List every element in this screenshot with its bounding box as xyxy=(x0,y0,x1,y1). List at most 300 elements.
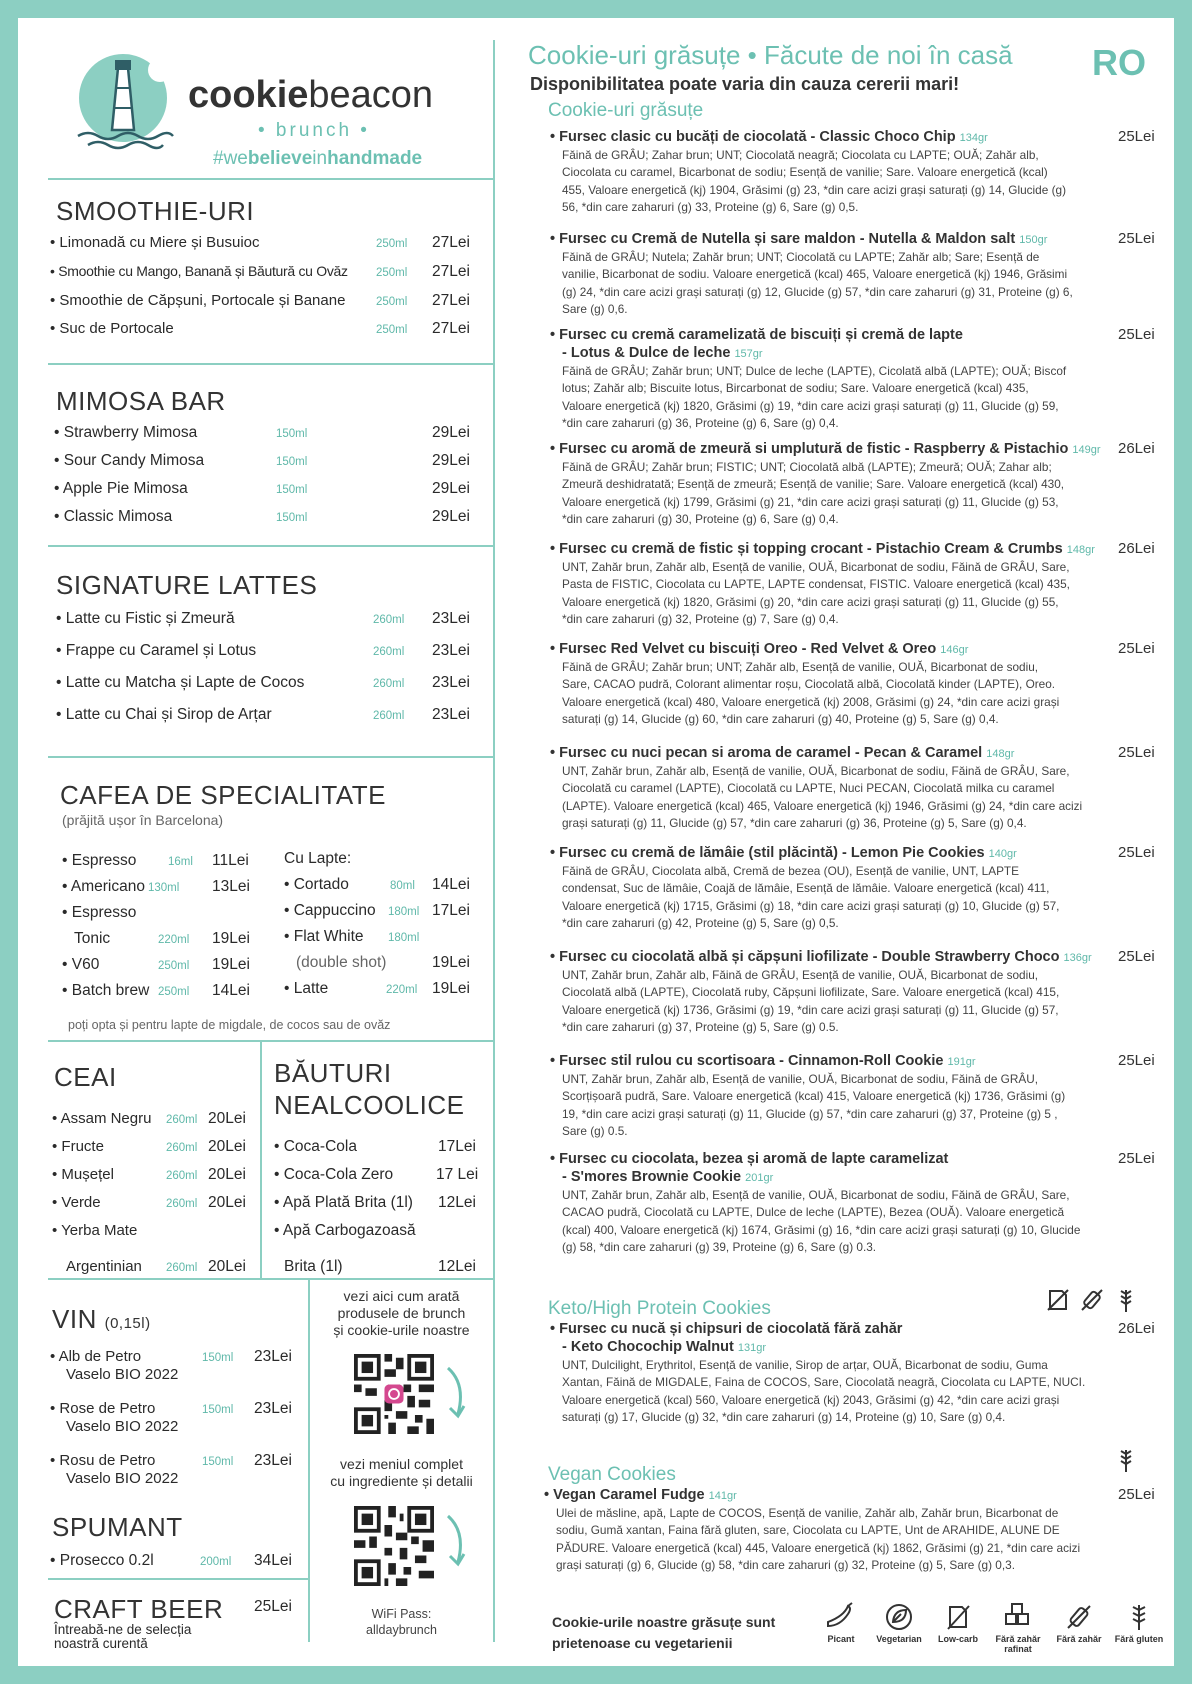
keto-cookie xyxy=(550,1320,1120,1426)
menu-item-volume: 260ml xyxy=(373,678,405,690)
gluten-free-icon xyxy=(1112,1286,1140,1314)
cookie-ingredients xyxy=(550,459,1120,528)
cafea-right-head: Cu Lapte: xyxy=(284,850,352,867)
menu-item-volume: 150ml xyxy=(276,484,308,496)
cookie-ingredients xyxy=(550,147,1120,216)
menu-item-name: • Cappuccino xyxy=(284,902,376,919)
menu-item-volume: 260ml xyxy=(166,1198,198,1210)
cookie-name xyxy=(550,128,1120,147)
menu-item-name: • Coca-Cola Zero xyxy=(274,1166,394,1183)
cookie-ingredients xyxy=(550,1071,1120,1140)
menu-item-name: • Latte cu Matcha și Lapte de Cocos xyxy=(56,674,305,691)
cookie-name-text: • Vegan Caramel Fudge xyxy=(544,1487,705,1503)
menu-item-price: 23Lei xyxy=(432,706,470,723)
no-refined-sugar-icon xyxy=(1001,1602,1035,1632)
ingredient-line: Valoare energetică (kj) 1820, Grăsimi (g) 19, *din care acizi grași saturați (g) 11, Glucide (g) 59, xyxy=(562,398,1059,413)
menu-item-name: • Rose de Petro xyxy=(50,1400,156,1417)
menu-item-volume: 260ml xyxy=(373,614,405,626)
cookie-item xyxy=(550,744,1120,832)
ingredient-line: Făină de GRÂU; Zahăr brun; UNT; Zahăr alb, Esență de vanilie, OUĂ, Bicarbonat de sodiu, xyxy=(562,660,1039,674)
cookie-price: 25Lei xyxy=(1118,230,1155,247)
menu-item-price: 23Lei xyxy=(432,610,470,627)
menu-item-name: • Assam Negru xyxy=(52,1110,152,1127)
ingredient-line: saturați (g) 14, Glucide (g) 60, *din care zaharuri (g) 40, Proteine (g) 5, Sare (g) 0,4. xyxy=(562,711,999,726)
menu-item-price: 27Lei xyxy=(432,320,470,337)
menu-item-name: • Fructe xyxy=(52,1138,104,1155)
ingredient-line: *din care zaharuri (g) 32, Proteine (g) 7, Sare (g) 0,4. xyxy=(562,611,839,626)
ingredient-line: Făină de GRÂU; Zahăr brun; FISTIC; UNT; Ciocolată albă (LAPTE); Zmeură; OUĂ; Zahar alb; xyxy=(562,460,1052,474)
tagline-part: in xyxy=(312,148,328,169)
cookie-name xyxy=(550,948,1120,967)
cookie-weight: 148gr xyxy=(1066,544,1095,556)
qr-caption-line: produsele de brunch xyxy=(337,1305,466,1321)
cookie-ingredients xyxy=(550,249,1120,318)
lighthouse-icon xyxy=(68,48,178,158)
ingredient-line: (g) 24, *din care acizi grași saturați (g) 12, Glucide (g) 57, *din care zaharuri (g) 31, Proteine (g) 6, xyxy=(562,284,1073,299)
menu-item-price: 17Lei xyxy=(432,902,470,919)
ingredient-line: lotus; Zahăr alb; Biscuite lotus, Bircarbonat de sodiu; Sare. Valoare energetică (kcal) 435, xyxy=(562,381,1029,396)
ingredient-line: *din care zaharuri (g) 42, Proteine (g) 5, Sare (g) 0,5. xyxy=(562,915,839,930)
menu-item-volume: 180ml xyxy=(388,906,420,918)
cookie-name-text: - Keto Chocochip Walnut xyxy=(562,1339,734,1355)
legend-label: Picant xyxy=(827,1634,855,1644)
cookie-ingredients xyxy=(550,659,1120,728)
ingredient-line: Făină de GRÂU; Nutela; Zahăr brun; UNT; Ciocolată cu LAPTE; Zahăr alb; Sare; Esență de xyxy=(562,250,1040,264)
menu-item-volume: 150ml xyxy=(276,512,308,524)
cookie-name-text: • Fursec cu aromă de zmeură si umplutură de fistic - Raspberry & Pistachio xyxy=(550,441,1069,457)
qr-bottom-caption xyxy=(310,1456,493,1490)
menu-item-name: • V60 xyxy=(62,956,100,973)
logo xyxy=(68,48,468,178)
qr-caption-line: vezi aici cum arată xyxy=(343,1288,460,1304)
menu-item-name: • Smoothie de Căpșuni, Portocale și Banane xyxy=(50,292,346,309)
cookie-name xyxy=(550,440,1120,459)
cookie-price: 25Lei xyxy=(1118,128,1155,145)
menu-item-price: 27Lei xyxy=(432,263,470,280)
ingredient-line: Zmeură deshidratată; Esență de zmeură; Esență de vanilie; Sare. Valoare energetică (kcal) 430, xyxy=(562,477,1065,492)
menu-item-price: 17Lei xyxy=(438,1138,476,1155)
menu-item-price: 19Lei xyxy=(212,930,250,947)
cookie-name-2 xyxy=(550,1168,1120,1187)
tagline-part: believe xyxy=(247,148,313,169)
ingredient-line: grași saturați (g) 11, Glucide (g) 57, *din care zaharuri (g) 36, Proteine (g) 5, Sare (g) 0,4. xyxy=(562,815,1027,830)
cookie-item xyxy=(550,1052,1120,1140)
menu-item-price: 23Lei xyxy=(432,674,470,691)
menu-item-volume: 220ml xyxy=(386,984,418,996)
cafea-note: poți opta și pentru lapte de migdale, de cocos sau de ovăz xyxy=(68,1018,391,1032)
cookie-item xyxy=(550,540,1120,628)
low-carb-icon xyxy=(943,1602,973,1632)
menu-item-price: 12Lei xyxy=(438,1258,476,1275)
ingredient-line: (kcal) 400, Valoare energetică (kj) 1674, Grăsimi (g) 16, *din care acizi grași saturați (g) 10, Glucide xyxy=(562,1222,1081,1237)
wifi-password: alldaybrunch xyxy=(366,1623,437,1637)
menu-item-name: • Smoothie cu Mango, Banană și Băutură cu Ovăz xyxy=(50,263,348,279)
ingredient-line: Xantan, Făină de MIGDALE, Faina de COCOS, Sare, Ciocolată neagră, Ciocolata cu LAPTE, NUCI. xyxy=(562,1375,1086,1390)
menu-item-price: 19Lei xyxy=(212,956,250,973)
footer-note xyxy=(552,1612,775,1654)
page-title: Cookie-uri grăsuțe • Făcute de noi în casă xyxy=(528,40,1013,70)
ingredient-line: saturați (g) 17, Glucide (g) 32, *din care zaharuri (g) 14, Proteine (g) 10, Sare (g) 0,4. xyxy=(562,1409,1006,1424)
no-sugar-icon xyxy=(1064,1602,1094,1632)
ingredient-line: 19, *din care acizi grași saturați (g) 11, Glucide (g) 57, *din care zaharuri (g) 37, Proteine (g) 5 , xyxy=(562,1106,1058,1121)
cookie-name-text: • Fursec cu ciocolată albă și căpșuni liofilizate - Double Strawberry Choco xyxy=(550,949,1060,965)
menu-item-name: • Yerba Mate xyxy=(52,1222,138,1239)
cookie-ingredients xyxy=(544,1505,1114,1574)
cookie-weight: 146gr xyxy=(940,644,969,656)
menu-item-name: • Mușețel xyxy=(52,1166,114,1183)
menu-item-price: 29Lei xyxy=(432,452,470,469)
cookie-ingredients xyxy=(550,967,1120,1036)
category-keto: Keto/High Protein Cookies xyxy=(548,1298,771,1319)
menu-item-volume: 260ml xyxy=(373,646,405,658)
menu-item-volume: 150ml xyxy=(202,1456,234,1468)
cookie-ingredients xyxy=(550,363,1120,432)
ingredient-line: Ciocolata cu caramel, Bicarbonat de sodiu; Esență de vanilie; Sare. Valoare energetică (kcal) xyxy=(562,165,1048,180)
ingredient-line: condensat, Suc de lămâie, Coajă de lămâie, Esență de lămâie. Valoare energetică (kcal) 411, xyxy=(562,881,1050,896)
beer-sub: Întreabă-ne de selecția xyxy=(54,1622,192,1637)
cookie-ingredients xyxy=(550,763,1120,832)
smoothie-title: SMOOTHIE-URI xyxy=(56,196,255,226)
legend-label: Fără zahăr rafinat xyxy=(995,1634,1041,1654)
menu-item-volume: 130ml xyxy=(148,882,180,894)
menu-item-name: • Americano xyxy=(62,878,145,895)
cookie-name-text: - Lotus & Dulce de leche xyxy=(562,345,731,361)
cookie-item xyxy=(550,1150,1120,1256)
cookie-weight: 131gr xyxy=(737,1342,767,1354)
cookie-weight: 141gr xyxy=(708,1490,737,1502)
ingredient-line: Ciocolată albă (LAPTE), Ciocolată ruby, Căpșuni liofilizate, Sare. Valoare energetică (kcal) 415, xyxy=(562,985,1060,1000)
bauturi-title-2: NEALCOOLICE xyxy=(274,1090,465,1120)
menu-item-price: 23Lei xyxy=(254,1348,292,1365)
ingredient-line: (LAPTE). Valoare energetică (kcal) 465, Valoare energetică (kj) 1946, Grăsimi (g) 24, *din care acizi xyxy=(562,798,1083,813)
ingredient-line: *din care zaharuri (g) 30, Proteine (g) 6, Sare (g) 0,4. xyxy=(562,511,839,526)
menu-item-name: • Espresso xyxy=(62,904,137,921)
low-carb-icon xyxy=(1044,1286,1072,1314)
divider xyxy=(48,756,493,758)
menu-item-volume: 150ml xyxy=(202,1404,234,1416)
qr-code-menu[interactable] xyxy=(354,1506,434,1586)
ingredient-line: UNT, Zahăr brun, Zahăr alb, Esență de vanilie, OUĂ, Bicarbonat de sodiu, Făină de GRÂU, Sare, xyxy=(562,1188,1070,1202)
menu-item-volume: 180ml xyxy=(388,932,420,944)
cookie-item xyxy=(550,440,1120,528)
ingredient-line: CACAO pudră, Ciocolată cu LAPTE, Dulce de leche (LAPTE), Bezea (OUĂ). Valoare energetică xyxy=(562,1205,1065,1220)
legend-label: Fără zahăr xyxy=(1056,1634,1102,1644)
menu-item-price: 17 Lei xyxy=(436,1166,479,1183)
menu-item-volume: 260ml xyxy=(166,1170,198,1182)
cookie-weight: 150gr xyxy=(1019,234,1048,246)
menu-item-name: • Classic Mimosa xyxy=(54,508,173,525)
cookie-price: 25Lei xyxy=(1118,1150,1155,1167)
menu-item-price: 19Lei xyxy=(432,980,470,997)
menu-item-volume: 150ml xyxy=(202,1352,234,1364)
menu-item-name: Vaselo BIO 2022 xyxy=(66,1418,179,1435)
cookie-name-text: • Fursec cu nuci pecan si aroma de caramel - Pecan & Caramel xyxy=(550,745,983,761)
cookie-weight: 201gr xyxy=(745,1172,774,1184)
menu-item-price: 20Lei xyxy=(208,1166,246,1183)
cookie-weight: 148gr xyxy=(986,748,1015,760)
menu-item-name: Argentinian xyxy=(66,1258,142,1275)
menu-item-name: Vaselo BIO 2022 xyxy=(66,1470,179,1487)
cookie-ingredients xyxy=(550,559,1120,628)
vin-title-sub: (0,15l) xyxy=(104,1315,151,1332)
menu-item-price: 12Lei xyxy=(438,1194,476,1211)
cookie-ingredients xyxy=(550,863,1120,932)
category-vegan: Vegan Cookies xyxy=(548,1464,676,1485)
ingredient-line: (g) 58, *din care zaharuri (g) 39, Proteine (g) 6, Sare (g) 0.3. xyxy=(562,1239,877,1254)
cookie-name xyxy=(550,540,1120,559)
menu-page xyxy=(18,18,1174,1666)
menu-item-name: (double shot) xyxy=(296,954,387,971)
no-sugar-icon xyxy=(1078,1286,1106,1314)
menu-item-name: • Espresso xyxy=(62,852,137,869)
cookie-price: 25Lei xyxy=(1118,1052,1155,1069)
menu-item-price: 23Lei xyxy=(432,642,470,659)
menu-item-volume: 80ml xyxy=(390,880,415,892)
ingredient-line: Valoare energetică (kj) 1736, Grăsimi (g) 19, *din care acizi grași saturați (g) 11, Glucide (g) 57, xyxy=(562,1002,1059,1017)
cookie-name-text: • Fursec stil rulou cu scortisoara - Cinnamon-Roll Cookie xyxy=(550,1053,944,1069)
ingredient-line: UNT, Dulcilight, Erythritol, Esență de vanilie, Sirop de arțar, OUĂ, Bicarbonat de sodiu, Guma xyxy=(562,1358,1048,1372)
arrow-down-icon xyxy=(440,1364,470,1424)
menu-item-price: 14Lei xyxy=(212,982,250,999)
menu-item-price: 34Lei xyxy=(254,1552,292,1569)
menu-item-name: • Rosu de Petro xyxy=(50,1452,156,1469)
cookie-ingredients xyxy=(550,1187,1120,1256)
ingredient-line: Valoare energetică (kcal) 480, Valoare energetică (kj) 2008, Grăsimi (g) 24, *din care acizi grași xyxy=(562,694,1060,709)
tagline-part: handmade xyxy=(327,148,423,169)
cookie-name-text: • Fursec cu cremă de lămâie (stil plăcintă) - Lemon Pie Cookies xyxy=(550,845,985,861)
cookie-item xyxy=(550,128,1120,216)
bauturi-title: BĂUTURI xyxy=(274,1058,392,1088)
availability-note: Disponibilitatea poate varia din cauza cererii mari! xyxy=(530,74,960,94)
menu-item-volume: 260ml xyxy=(166,1142,198,1154)
cookie-name: • Fursec cu ciocolata, bezea și aromă de lapte caramelizat xyxy=(550,1151,949,1167)
cookie-weight: 140gr xyxy=(988,848,1017,860)
ingredient-line: Făină de GRÂU, Ciocolata albă, Cremă de bezea (OU), Esență de vanilie, UNT, LAPTE xyxy=(562,864,1020,878)
menu-item-volume: 260ml xyxy=(166,1114,198,1126)
ingredient-line: UNT, Zahăr brun, Zahăr alb, Făină de GRÂU, Esență de vanilie, OUĂ, Bicarbonat de sodiu, xyxy=(562,968,1039,982)
cookie-name-text: • Fursec cu cremă de fistic și topping crocant - Pistachio Cream & Crumbs xyxy=(550,541,1063,557)
menu-item-volume: 250ml xyxy=(376,238,408,250)
menu-item-price: 29Lei xyxy=(432,424,470,441)
cookie-weight: 149gr xyxy=(1072,444,1101,456)
divider xyxy=(48,178,493,180)
ingredient-line: Ciocolată cu caramel (LAPTE), Ciocolată cu LAPTE, Nuci PECAN, Ciocolată milka cu caramel xyxy=(562,781,1055,796)
menu-item-price: 14Lei xyxy=(432,876,470,893)
cookie-price: 25Lei xyxy=(1118,844,1155,861)
ingredient-line: Valoare energetică (kj) 1715, Grăsimi (g) 18, *din care acizi grași saturați (g) 10, Glucide (g) 57, xyxy=(562,898,1060,913)
cookie-name xyxy=(550,744,1120,763)
ingredient-line: 455, Valoare energetică (kj) 1904, Grăsimi (g) 23, *din care acizi grași saturați (g) 14, Glucide (g) xyxy=(562,182,1066,197)
category-grasute: Cookie-uri grăsuțe xyxy=(548,100,704,121)
menu-item-price: 20Lei xyxy=(208,1110,246,1127)
menu-item-volume: 150ml xyxy=(276,428,308,440)
cookie-price: 26Lei xyxy=(1118,540,1155,557)
cookie-item xyxy=(550,640,1120,728)
legend-item xyxy=(816,1602,866,1644)
menu-item-name: • Verde xyxy=(52,1194,101,1211)
menu-item-volume: 16ml xyxy=(168,856,193,868)
menu-item-volume: 250ml xyxy=(158,986,190,998)
menu-item-price: 29Lei xyxy=(432,480,470,497)
menu-item-volume: 250ml xyxy=(158,960,190,972)
cookie-price: 25Lei xyxy=(1118,948,1155,965)
divider xyxy=(48,545,493,547)
cookie-name xyxy=(544,1486,1114,1505)
ingredient-line: Valoare energetică (kcal) 560, Valoare energetică (kj) 2043, Grăsimi (g) 42, *din care acizi grași xyxy=(562,1392,1060,1407)
lattes-title: SIGNATURE LATTES xyxy=(56,570,318,600)
chili-icon xyxy=(824,1602,858,1632)
cookie-item xyxy=(550,230,1120,318)
menu-item-name: • Coca-Cola xyxy=(274,1138,357,1155)
menu-item-price: 20Lei xyxy=(208,1194,246,1211)
divider xyxy=(260,1040,262,1280)
ingredient-line: 56, *din care zaharuri (g) 33, Proteine (g) 6, Sare (g) 0,5. xyxy=(562,199,859,214)
menu-item-name: • Batch brew xyxy=(62,982,150,999)
cookie-name: • Fursec cu cremă caramelizată de biscuiți și cremă de lapte xyxy=(550,327,963,343)
menu-item-price: 19Lei xyxy=(432,954,470,971)
column-divider xyxy=(493,40,495,1642)
vin-title-text: VIN xyxy=(52,1304,97,1334)
leaf-icon xyxy=(884,1602,914,1632)
menu-item-name: • Prosecco 0.2l xyxy=(50,1552,154,1569)
ceai-title: CEAI xyxy=(54,1062,117,1092)
ingredient-line: Valoare energetică (kj) 1799, Grăsimi (g) 21, *din care acizi grași saturați (g) 11, Glucide (g) 53, xyxy=(562,494,1059,509)
cookie-name xyxy=(550,640,1120,659)
ingredient-line: UNT, Zahăr brun, Zahăr alb, Esență de vanilie, OUĂ, Bicarbonat de sodiu, Făină de GRÂU, xyxy=(562,1072,1039,1086)
mimosa-title: MIMOSA BAR xyxy=(56,386,226,416)
menu-item-name: Brita (1l) xyxy=(284,1258,343,1275)
menu-item-volume: 260ml xyxy=(166,1262,198,1274)
menu-item-name: • Flat White xyxy=(284,928,364,945)
menu-item-volume: 260ml xyxy=(373,710,405,722)
ingredient-line: UNT, Zahăr brun, Zahăr alb, Esență de vanilie, OUĂ, Bicarbonat de sodiu, Făină de GRÂU, Sare, xyxy=(562,764,1070,778)
menu-item-price: 27Lei xyxy=(432,234,470,251)
cookie-weight: 157gr xyxy=(734,348,763,360)
menu-item-name: Vaselo BIO 2022 xyxy=(66,1366,179,1383)
legend-item xyxy=(932,1602,984,1644)
beer-sub: noastră curentă xyxy=(54,1636,148,1651)
gluten-free-icon xyxy=(1112,1446,1140,1474)
menu-item-price: 29Lei xyxy=(432,508,470,525)
menu-item-name: • Alb de Petro xyxy=(50,1348,142,1365)
legend-label: Fără gluten xyxy=(1114,1634,1164,1644)
menu-item-name: • Strawberry Mimosa xyxy=(54,424,198,441)
menu-item-name: • Frappe cu Caramel și Lotus xyxy=(56,642,257,659)
legend-label: Low-carb xyxy=(937,1634,978,1644)
menu-item-name: • Sour Candy Mimosa xyxy=(54,452,205,469)
cookie-price: 25Lei xyxy=(1118,744,1155,761)
cookie-name xyxy=(550,230,1120,249)
divider xyxy=(48,1578,308,1580)
vegan-cookie xyxy=(544,1486,1114,1574)
menu-item-name: • Latte cu Chai și Sirop de Arțar xyxy=(56,706,272,723)
vin-title xyxy=(52,1304,151,1335)
menu-item-volume: 250ml xyxy=(376,324,408,336)
menu-item-volume: 150ml xyxy=(276,456,308,468)
brand-sub: • brunch • xyxy=(258,120,370,141)
legend-label: Vegetarian xyxy=(876,1634,922,1644)
wifi-label: WiFi Pass: xyxy=(371,1607,432,1621)
language-badge[interactable]: RO xyxy=(1092,42,1146,83)
cookie-ingredients xyxy=(550,1357,1120,1426)
menu-item-price: 20Lei xyxy=(208,1258,246,1275)
menu-item-volume: 200ml xyxy=(200,1556,232,1568)
ingredient-line: UNT, Zahăr brun, Zahăr alb, Esență de vanilie, OUĂ, Bicarbonat de sodiu, Făină de GRÂU, Sare, xyxy=(562,560,1070,574)
beer-title: CRAFT BEER xyxy=(54,1594,224,1624)
footer-line: Cookie-urile noastre grăsuțe sunt xyxy=(552,1614,776,1630)
legend-item xyxy=(990,1602,1046,1654)
ingredient-line: grași saturați (g) 6, Glucide (g) 58, *din care zaharuri (g) 32, Proteine (g) 5, Sare (g) 0,3. xyxy=(556,1557,1015,1572)
ingredient-line: Sare (g) 0.5. xyxy=(562,1123,628,1138)
menu-item-name: • Limonadă cu Miere și Busuioc xyxy=(50,234,260,251)
menu-item-name: • Apple Pie Mimosa xyxy=(54,480,188,497)
menu-item-price: 20Lei xyxy=(208,1138,246,1155)
menu-item-volume: 220ml xyxy=(158,934,190,946)
qr-code-products[interactable] xyxy=(354,1354,434,1434)
cookie-price: 25Lei xyxy=(1118,640,1155,657)
wifi-info xyxy=(310,1606,493,1638)
menu-item-name: • Suc de Portocale xyxy=(50,320,174,337)
spumant-title: SPUMANT xyxy=(52,1512,183,1542)
ingredient-line: sodiu, Gumă xantan, Faina fără gluten, sare, Ciocolata cu LAPTE, Unt de ARAHIDE, ALUNE DE xyxy=(556,1523,1060,1538)
menu-item-name: • Latte cu Fistic și Zmeură xyxy=(56,610,235,627)
divider xyxy=(48,1278,493,1280)
cookie-name-text: • Fursec Red Velvet cu biscuiți Oreo - Red Velvet & Oreo xyxy=(550,641,937,657)
cookie-name-2 xyxy=(550,344,1120,363)
qr-caption-line: vezi meniul complet xyxy=(340,1456,463,1472)
cookie-price: 25Lei xyxy=(1118,1486,1155,1503)
cafea-sub: (prăjită ușor în Barcelona) xyxy=(62,812,224,828)
menu-item-volume: 250ml xyxy=(376,296,408,308)
brand-name-bold: cookie xyxy=(188,74,309,116)
cookie-name-text: - S'mores Brownie Cookie xyxy=(562,1169,742,1185)
cookie-name-text: • Fursec clasic cu bucăți de ciocolată - Classic Choco Chip xyxy=(550,129,956,145)
menu-item-volume: 250ml xyxy=(376,267,408,279)
ingredient-line: Scorțișoară pudră, Sare. Valoare energetică (kcal) 415, Valoare energetică (kj) 1736, Grăsimi (g) xyxy=(562,1089,1066,1104)
ingredient-line: Ulei de măsline, apă, Lapte de COCOS, Esență de vanilie, Zahăr alb, Zahăr brun, Bicarbonat de xyxy=(556,1506,1059,1520)
gluten-free-icon xyxy=(1124,1602,1154,1632)
ingredient-line: vanilie, Bicarbonat de sodiu. Valoare energetică (kcal) 465, Valoare energetică (kj) 1946, Grăsimi xyxy=(562,267,1068,282)
legend-item xyxy=(870,1602,928,1644)
beer-price: 25Lei xyxy=(254,1598,292,1615)
ingredient-line: Pasta de FISTIC, Ciocolata cu LAPTE, LAPTE condensat, FISTIC. Valoare energetică (kcal) 435, xyxy=(562,577,1070,592)
cookie-name xyxy=(550,1052,1120,1071)
divider xyxy=(48,363,493,365)
ingredient-line: PĂDURE. Valoare energetică (kcal) 445, Valoare energetică (kj) 1862, Grăsimi (g) 21, *din care acizi xyxy=(556,1540,1081,1555)
cookie-weight: 134gr xyxy=(959,132,988,144)
ingredient-line: Valoare energetică (kj) 1820, Grăsimi (g) 20, *din care acizi grași saturați (g) 11, Glucide (g) 55, xyxy=(562,594,1059,609)
menu-item-price: 23Lei xyxy=(254,1452,292,1469)
cookie-name-text: • Fursec cu Cremă de Nutella și sare maldon - Nutella & Maldon salt xyxy=(550,231,1016,247)
cookie-item xyxy=(550,948,1120,1036)
ingredient-line: Sare (g) 0,6. xyxy=(562,301,628,316)
qr-top-caption xyxy=(310,1288,493,1339)
menu-item-name: • Apă Plată Brita (1l) xyxy=(274,1194,413,1211)
cookie-price: 26Lei xyxy=(1118,1320,1155,1337)
menu-item-price: 13Lei xyxy=(212,878,250,895)
cookie-price: 26Lei xyxy=(1118,440,1155,457)
cookie-price: 25Lei xyxy=(1118,326,1155,343)
qr-caption-line: cu ingrediente și detalii xyxy=(330,1473,473,1489)
cookie-weight: 136gr xyxy=(1063,952,1092,964)
ingredient-line: Făină de GRÂU; Zahăr brun; UNT; Dulce de leche (LAPTE), Cicolată albă (LAPTE); OUĂ; Biscof xyxy=(562,364,1067,378)
qr-caption-line: și cookie-urile noastre xyxy=(333,1322,470,1338)
cafea-title: CAFEA DE SPECIALITATE xyxy=(60,780,386,810)
menu-item-name: • Apă Carbogazoasă xyxy=(274,1222,416,1239)
cookie-name xyxy=(550,844,1120,863)
footer-line: prietenoase cu vegetarienii xyxy=(552,1635,733,1651)
ingredient-line: *din care zaharuri (g) 36, Proteine (g) 6, Sare (g) 0,4. xyxy=(562,415,839,430)
